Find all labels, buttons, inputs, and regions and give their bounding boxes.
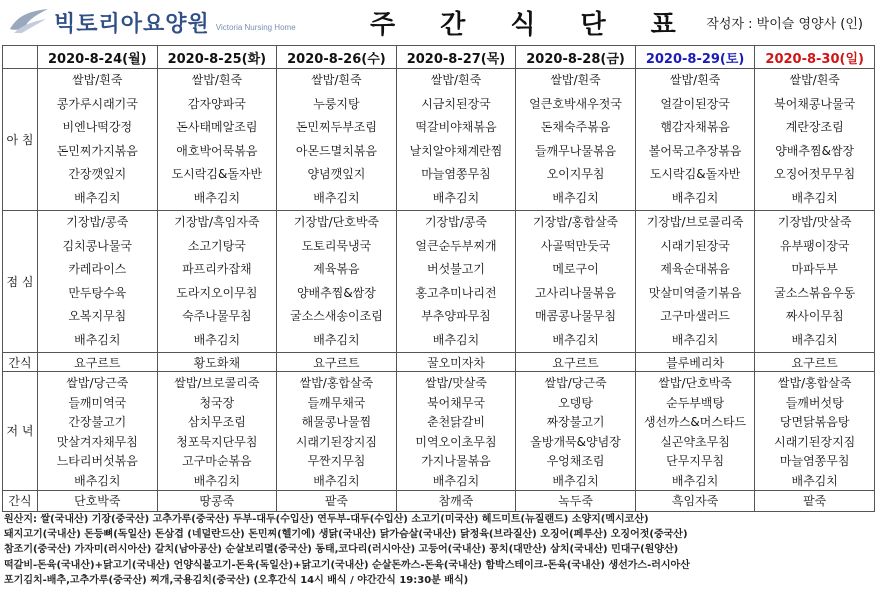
menu-item: 쌀밥/흰죽 (311, 73, 362, 87)
menu-cell (38, 211, 158, 353)
menu-item: 느타리버섯볶음 (56, 454, 138, 469)
menu-item: 기장밥/콩죽 (66, 215, 129, 229)
menu-item: 배추김치 (791, 473, 838, 488)
snack-cell: 요구르트 (277, 353, 397, 372)
menu-item: 홍고추미나리전 (415, 285, 497, 300)
menu-item: 쌀밥/브로콜리죽 (174, 376, 260, 390)
menu-item: 배추김치 (193, 473, 241, 488)
menu-item: 북어채무국 (427, 395, 485, 410)
menu-item: 양념깻잎지 (307, 167, 366, 181)
menu-item: 배추김치 (552, 190, 599, 205)
snack-cell: 흑임자죽 (635, 490, 755, 511)
menu-cell (277, 211, 397, 353)
menu-cell (635, 211, 755, 353)
menu-item: 미역오이초무침 (415, 434, 497, 449)
menu-item: 굴소스새송이조림 (290, 309, 383, 323)
menu-cell (635, 69, 755, 211)
menu-item: 콩가루시래기국 (56, 96, 138, 111)
menu-item: 배추김치 (74, 332, 121, 347)
note-line: 돼지고기(국내산) 돈등뼈(독일산) 돈삼겹 (네덜란드산) 돈민찌(헬기에) 생닭(국내산) 닭가슴살(국내산) 닭정육(브라질산) 오징어(페루산) 오징어젓(중국산) (4, 529, 688, 541)
menu-item: 카레라이스 (68, 262, 127, 276)
menu-cell (755, 211, 875, 353)
day-header-sunday: 2020-8-30(일) (755, 46, 875, 69)
note-line: 참조기(중국산) 가자미(러시아산) 갈치(남아공산) 순살보리멸(중국산) 동태,코다리(러시아산) 고등어(국내산) 꽁치(대만산) 삼치(국내산) 민대구(원양산) (4, 544, 679, 556)
menu-item: 쌀밥/홍합살죽 (777, 376, 852, 390)
corner-cell (3, 46, 38, 69)
menu-item: 파프리카잡채 (182, 262, 252, 276)
menu-cell (396, 211, 516, 353)
menu-item: 도토리묵냉국 (301, 238, 372, 253)
menu-item: 배추김치 (671, 473, 719, 488)
weekly-menu-table (2, 45, 875, 512)
menu-item: 메로구이 (552, 262, 599, 276)
menu-item: 생선까스&머스타드 (644, 415, 747, 430)
menu-item: 배추김치 (313, 190, 360, 205)
meal-label-lunch: 점 심 (3, 211, 38, 353)
menu-cell (277, 372, 397, 491)
menu-item: 고사리나물볶음 (534, 285, 617, 300)
menu-item: 쌀밥/맛살죽 (424, 376, 487, 390)
bird-logo-icon (8, 7, 50, 37)
menu-item: 숙주나물무침 (182, 309, 252, 323)
menu-cell (516, 372, 636, 491)
day-header: 2020-8-24(월) (38, 46, 158, 69)
menu-item: 시금치된장국 (421, 96, 491, 111)
menu-item: 양배추찜&쌈장 (296, 285, 376, 300)
menu-item: 쌀밥/당근죽 (544, 376, 607, 390)
menu-item: 유부팽이장국 (779, 238, 850, 253)
menu-item: 시래기된장지짐 (295, 434, 377, 449)
page-title: 주 간 식 단 표 (370, 10, 694, 40)
note-line: 원산지: 쌀(국내산) 기장(중국산) 고추가루(중국산) 두부-대두(수입산) 연두부-대두(수입산) 소고기(미국산) 헤드미트(뉴질랜드) 소양지(멕시코산) (4, 514, 649, 525)
menu-item: 쌀밥/흰죽 (550, 73, 601, 87)
menu-cell (396, 372, 516, 491)
menu-item: 북어채콩나물국 (774, 96, 856, 111)
menu-item: 배추김치 (671, 190, 719, 205)
menu-item: 배추김치 (552, 332, 599, 347)
menu-cell (635, 372, 755, 491)
menu-item: 순두부백탕 (666, 395, 725, 410)
menu-item: 부추양파무침 (421, 309, 491, 323)
snack2-row (3, 490, 875, 511)
menu-item: 들깨미역국 (68, 395, 127, 410)
menu-item: 기장밥/맛살죽 (777, 215, 852, 229)
menu-item: 배추김치 (74, 473, 121, 488)
snack-cell: 참깨죽 (396, 490, 516, 511)
menu-item: 단무지무침 (666, 454, 725, 469)
menu-cell (396, 69, 516, 211)
menu-item: 돈민찌가지볶음 (56, 143, 138, 158)
meal-label-breakfast: 아 침 (3, 69, 38, 211)
menu-item: 기장밥/홍합살죽 (532, 215, 619, 229)
menu-item: 도시락김&돌자반 (171, 167, 263, 181)
header (0, 0, 877, 44)
menu-item: 쌀밥/흰죽 (669, 73, 721, 87)
dinner-row (3, 372, 875, 491)
snack-cell: 녹두죽 (516, 490, 636, 511)
menu-item: 돈채숙주볶음 (540, 120, 611, 134)
menu-item: 춘천닭갈비 (427, 415, 485, 430)
date-header-row (3, 46, 875, 69)
menu-item: 도시락김&돌자반 (649, 167, 741, 181)
menu-item: 계란장조림 (785, 120, 844, 134)
menu-item: 배추김치 (432, 332, 480, 347)
day-header-saturday: 2020-8-29(토) (635, 46, 755, 69)
snack-cell: 요구르트 (38, 353, 158, 372)
menu-item: 들깨무채국 (307, 395, 366, 410)
menu-item: 감자양파국 (187, 96, 246, 111)
menu-item: 고구마샐러드 (660, 309, 730, 323)
menu-item: 굴소스볶음우동 (774, 285, 856, 300)
menu-item: 간장불고기 (68, 415, 127, 430)
menu-item: 제육볶음 (313, 262, 360, 276)
menu-item: 누룽지탕 (313, 96, 360, 111)
snack-cell: 땅콩죽 (157, 490, 277, 511)
menu-item: 돈사태메알조림 (176, 120, 258, 134)
menu-item: 오뎅탕 (558, 395, 593, 410)
menu-item: 오징어젓무무침 (774, 167, 856, 181)
menu-item: 양배추찜&쌈장 (775, 143, 855, 158)
menu-item: 배추김치 (193, 332, 241, 347)
snack-cell: 팥죽 (277, 490, 397, 511)
lunch-row (3, 211, 875, 353)
menu-item: 맛살미역줄기볶음 (648, 285, 742, 300)
menu-item: 해물콩나물찜 (301, 415, 372, 430)
menu-cell (38, 372, 158, 491)
snack-cell: 팥죽 (755, 490, 875, 511)
snack-cell: 단호박죽 (38, 490, 158, 511)
day-header: 2020-8-28(금) (516, 46, 636, 69)
menu-item: 돈민찌두부조림 (295, 120, 377, 134)
menu-item: 들깨버섯탕 (785, 395, 844, 410)
menu-item: 기장밥/단호박죽 (293, 215, 380, 229)
menu-item: 사골떡만둣국 (540, 238, 611, 253)
menu-cell (516, 69, 636, 211)
menu-item: 햄감자채볶음 (660, 120, 730, 134)
menu-item: 청포묵지단무침 (176, 434, 258, 449)
menu-item: 삼치무조림 (187, 415, 246, 430)
menu-item: 쌀밥/흰죽 (430, 73, 482, 87)
brand-subtitle: Victoria Nursing Home (215, 22, 296, 32)
menu-item: 무짠지무침 (307, 454, 366, 469)
menu-item: 가지나물볶음 (421, 454, 491, 469)
meal-label-snack: 간식 (3, 353, 38, 372)
menu-cell (157, 372, 277, 491)
menu-item: 쌀밥/흰죽 (191, 73, 243, 87)
menu-cell (755, 69, 875, 211)
menu-item: 우엉채조림 (546, 454, 605, 469)
menu-item: 기장밥/흑임자죽 (174, 215, 260, 229)
menu-item: 비엔나떡강정 (62, 120, 133, 134)
menu-cell (157, 211, 277, 353)
snack-cell: 요구르트 (755, 353, 875, 372)
menu-item: 고구마순볶음 (182, 454, 252, 469)
snack1-row (3, 353, 875, 372)
snack-cell: 요구르트 (516, 353, 636, 372)
menu-item: 쌀밥/흰죽 (789, 73, 840, 87)
menu-item: 짜장불고기 (546, 415, 605, 430)
menu-cell (277, 69, 397, 211)
menu-item: 쌀밥/홍합살죽 (299, 376, 374, 390)
menu-item: 짜사이무침 (785, 309, 844, 323)
menu-item: 매콤콩나물무침 (534, 309, 617, 323)
menu-item: 배추김치 (74, 190, 121, 205)
menu-item: 기장밥/콩죽 (424, 215, 487, 229)
menu-item: 아몬드멸치볶음 (295, 143, 377, 158)
menu-item: 마파두부 (791, 262, 838, 276)
menu-cell (157, 69, 277, 211)
menu-cell (755, 372, 875, 491)
menu-item: 쌀밥/당근죽 (66, 376, 129, 390)
brand-name: 빅토리아요양원 (54, 11, 210, 37)
menu-item: 배추김치 (671, 332, 719, 347)
menu-item: 배추김치 (432, 473, 480, 488)
menu-item: 얼큰호박새우젓국 (529, 96, 622, 111)
menu-item: 김치콩나물국 (62, 238, 133, 253)
menu-item: 실곤약초무침 (660, 434, 730, 449)
day-header: 2020-8-26(수) (277, 46, 397, 69)
menu-item: 배추김치 (313, 473, 360, 488)
menu-cell (516, 211, 636, 353)
menu-item: 버섯불고기 (427, 262, 485, 276)
snack-cell: 블루베리차 (635, 353, 755, 372)
menu-item: 소고기탕국 (187, 238, 246, 253)
menu-item: 만두탕수육 (68, 285, 127, 300)
meal-label-dinner: 저 녁 (3, 372, 38, 491)
menu-item: 오복지무침 (68, 309, 127, 323)
menu-item: 쌀밥/흰죽 (72, 73, 123, 87)
menu-item: 볼어묵고추장볶음 (648, 143, 742, 158)
snack-cell: 꿀오미자차 (396, 353, 516, 372)
menu-item: 배추김치 (193, 190, 241, 205)
menu-item: 들깨무나물볶음 (534, 143, 617, 158)
day-header: 2020-8-27(목) (396, 46, 516, 69)
menu-item: 시래기된장국 (660, 238, 730, 253)
menu-item: 배추김치 (313, 332, 360, 347)
menu-item: 얼큰순두부찌개 (415, 238, 497, 253)
meal-label-snack: 간식 (3, 490, 38, 511)
menu-item: 맛살겨자채무침 (56, 434, 138, 449)
menu-item: 배추김치 (791, 190, 838, 205)
menu-item: 당면닭볶음탕 (779, 415, 850, 430)
menu-item: 제육순대볶음 (660, 262, 730, 276)
menu-item: 시래기된장지짐 (774, 434, 856, 449)
author-line: 작성자 : 박이슬 영양사 (인) (706, 17, 863, 32)
breakfast-row (3, 69, 875, 211)
menu-item: 올방개묵&양념장 (530, 434, 621, 449)
brand-logo (8, 6, 296, 38)
menu-item: 날치알야채계란찜 (409, 143, 503, 158)
day-header: 2020-8-25(화) (157, 46, 277, 69)
menu-item: 마늘염쫑무침 (421, 167, 491, 181)
menu-item: 청국장 (199, 395, 235, 410)
menu-item: 배추김치 (432, 190, 480, 205)
menu-item: 간장깻잎지 (68, 167, 127, 181)
origin-notes (4, 512, 874, 588)
menu-item: 도라지오이무침 (176, 285, 258, 300)
note-line: 포기김치-배추,고추가루(중국산) 찌개,국용김치(중국산) (오후간식 14시 배식 / 야간간식 19:30분 배식) (4, 574, 469, 586)
note-line: 떡갈비-돈육(국내산)+닭고기(국내산) 언양식불고기-돈육(독일산)+닭고기(국내산) 순살돈까스-돈육(국내산) 함박스테이크-돈육(국내산) 생선가스-러시아산 (4, 559, 690, 571)
menu-item: 떡갈비야채볶음 (415, 120, 497, 134)
menu-cell (38, 69, 158, 211)
menu-item: 애호박어묵볶음 (176, 143, 258, 158)
menu-item: 마늘염쫑무침 (779, 454, 850, 469)
snack-cell: 황도화채 (157, 353, 277, 372)
menu-item: 기장밥/브로콜리죽 (646, 215, 744, 229)
menu-item: 얼갈이된장국 (660, 96, 730, 111)
menu-item: 쌀밥/단호박죽 (658, 376, 732, 390)
menu-item: 배추김치 (552, 473, 599, 488)
menu-item: 배추김치 (791, 332, 838, 347)
menu-item: 오이지무침 (546, 167, 605, 181)
